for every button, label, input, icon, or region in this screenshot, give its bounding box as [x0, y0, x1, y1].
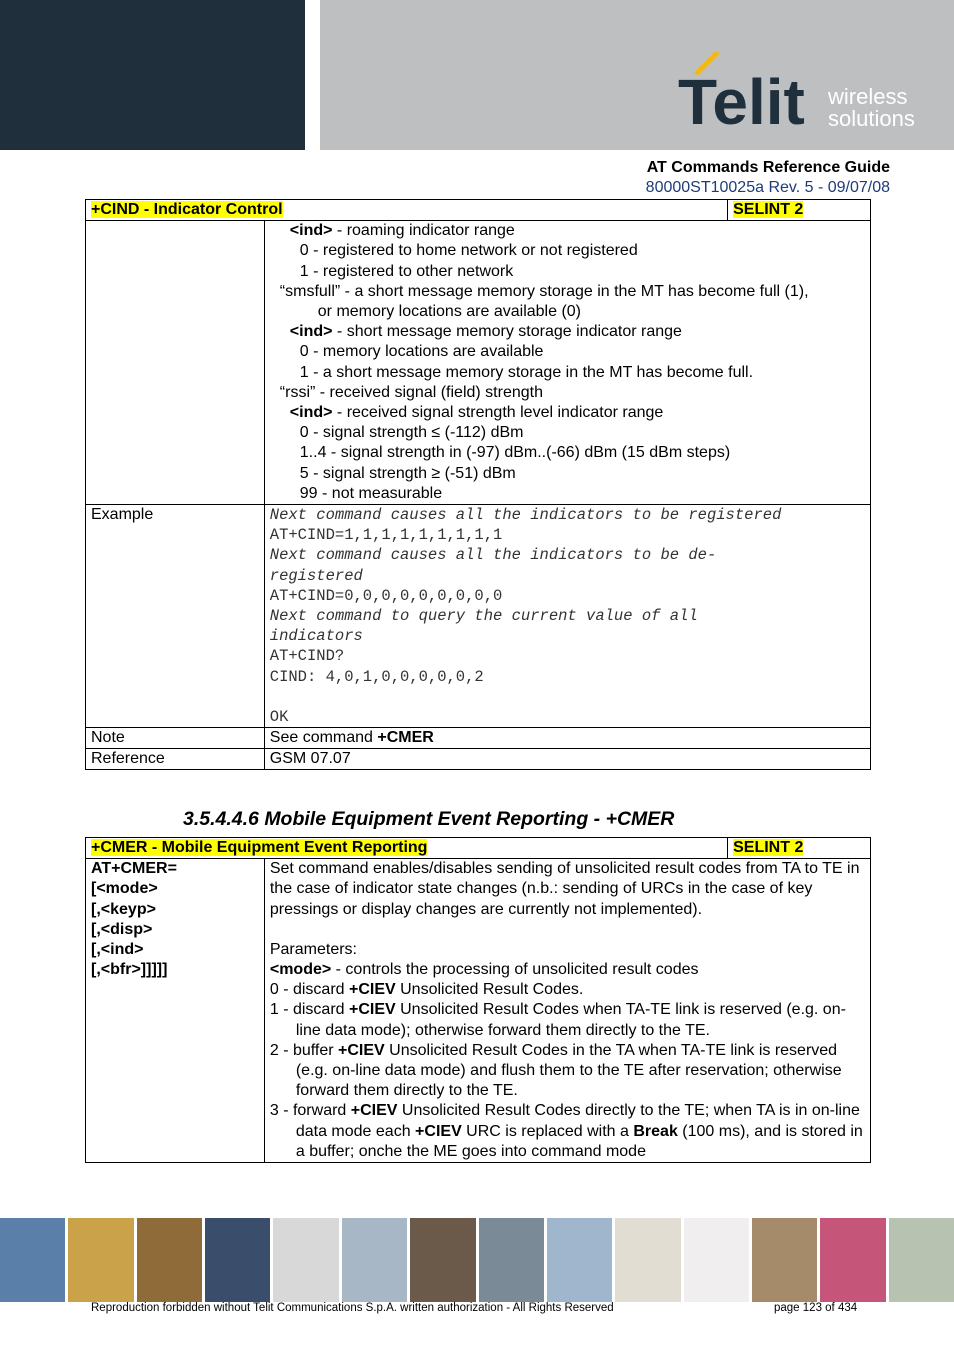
param-text: - roaming indicator range: [332, 222, 515, 240]
syntax-line: [,<keyp>: [91, 900, 156, 918]
cmer-description-cell: [264, 859, 870, 1163]
mode-tag: <mode>: [269, 961, 332, 979]
mode-value-0: 0 - discard +CIEV Unsolicited Result Codes.: [269, 981, 584, 999]
syntax-line: [,<bfr>]]]]]: [91, 961, 168, 979]
logo-tagline-1: wireless: [828, 84, 908, 109]
footer-photo: [68, 1218, 133, 1302]
syntax-line: [,<ind>: [91, 941, 144, 959]
example-comment: Next command to query the current value of all: [269, 607, 698, 626]
document-title: AT Commands Reference Guide: [646, 159, 890, 176]
example-label: Example: [86, 505, 265, 728]
cind-header-label: +CIND - Indicator Control: [91, 201, 283, 218]
example-comment: indicators: [269, 627, 363, 646]
cind-params-cell: [264, 221, 870, 505]
footer-photo: [684, 1218, 749, 1302]
footer-photo: [752, 1218, 817, 1302]
mode-value-1: 1 - discard +CIEV Unsolicited Result Codes when TA-TE link is reserved (e.g. on-line data mode); otherwise forward them directly to the TE.: [269, 1001, 846, 1039]
cmer-table: [85, 837, 871, 1163]
example-comment: Next command causes all the indicators to be registered: [269, 506, 782, 525]
cmer-description: Set command enables/disables sending of unsolicited result codes from TA to TE in the case of indicator state changes (n.b.: sending of URCs in the case of key pressings or display changes are currently not implemented).: [269, 860, 860, 918]
example-command: AT+CIND=1,1,1,1,1,1,1,1,1: [269, 526, 503, 545]
document-revision: 80000ST10025a Rev. 5 - 09/07/08: [645, 179, 890, 196]
cmer-header-row: [86, 838, 871, 859]
reference-value: GSM 07.07: [264, 749, 870, 770]
footer-photo: [479, 1218, 544, 1302]
page-number: page 123 of 434: [774, 1302, 858, 1314]
example-comment: Next command causes all the indicators to be de-: [269, 546, 717, 565]
footer-photo-strip: [0, 1218, 954, 1302]
header-dark-panel: [0, 0, 305, 150]
cmer-selint-label: SELINT 2: [733, 839, 804, 856]
param-line: <ind> - short message memory storage indicator range: [289, 323, 682, 341]
footer-copyright: Reproduction forbidden without Telit Communications S.p.A. written authorization - All Rights Reserved: [91, 1302, 614, 1314]
note-label: Note: [86, 728, 265, 749]
syntax-line: AT+CMER=: [91, 860, 177, 878]
param-line: 0 - memory locations are available: [299, 343, 544, 361]
reference-label: Reference: [86, 749, 265, 770]
example-cell: [264, 505, 870, 728]
example-response: OK: [269, 707, 289, 726]
example-command: AT+CIND=0,0,0,0,0,0,0,0,0: [269, 586, 503, 605]
telit-logo: [676, 52, 936, 132]
footer-photo: [273, 1218, 338, 1302]
footer-photo: [820, 1218, 885, 1302]
param-line: or memory locations are available (0): [317, 303, 581, 321]
param-line: 0 - signal strength ≤ (-112) dBm: [299, 424, 524, 442]
note-cell: [264, 728, 870, 749]
logo-text: Telit: [678, 66, 805, 132]
syntax-line: [,<disp>: [91, 920, 153, 938]
note-command: +CMER: [377, 729, 434, 747]
param-line: 99 - not measurable: [299, 484, 443, 502]
footer-photo: [889, 1218, 954, 1302]
param-line: <ind> - received signal strength level indicator range: [289, 404, 664, 422]
param-line: 1 - registered to other network: [299, 262, 514, 280]
footer-photo: [0, 1218, 65, 1302]
param-line: 1 - a short message memory storage in the MT has become full.: [299, 363, 754, 381]
cind-note-row: [86, 728, 871, 749]
syntax-line: [<mode>: [91, 880, 158, 898]
cind-header-row: [86, 200, 871, 221]
param-line: 0 - registered to home network or not registered: [299, 242, 638, 260]
logo-tagline-2: solutions: [828, 106, 915, 131]
note-text: See command: [269, 729, 378, 747]
cind-params-row: [86, 221, 871, 505]
param-line: “smsfull” - a short message memory storage in the MT has become full (1),: [279, 282, 809, 300]
footer-photo: [137, 1218, 202, 1302]
cmer-header-label: +CMER - Mobile Equipment Event Reporting: [91, 839, 428, 856]
param-line: 1..4 - signal strength in (-97) dBm..(-66) dBm (15 dBm steps): [299, 444, 731, 462]
example-comment: registered: [269, 566, 363, 585]
cmer-body-row: [86, 859, 871, 1163]
mode-value-3: 3 - forward +CIEV Unsolicited Result Codes directly to the TE; when TA is in on-line data mode each +CIEV URC is replaced with a Break (100 ms), and is stored in a buffer; onche the ME goes into command mode: [269, 1102, 863, 1160]
footer-photo: [205, 1218, 270, 1302]
section-heading: 3.5.4.4.6 Mobile Equipment Event Reporting - +CMER: [183, 808, 675, 830]
footer-photo: [615, 1218, 680, 1302]
cind-example-row: [86, 505, 871, 728]
cind-table: [85, 199, 871, 770]
param-line: 5 - signal strength ≥ (-51) dBm: [299, 464, 516, 482]
cmer-syntax-cell: [86, 859, 265, 1163]
param-line: <ind> - roaming indicator range: [289, 222, 515, 240]
mode-param: <mode> - controls the processing of unsolicited result codes: [269, 961, 699, 979]
cind-reference-row: [86, 749, 871, 770]
example-response: CIND: 4,0,1,0,0,0,0,0,2: [269, 667, 484, 686]
cind-selint-label: SELINT 2: [733, 201, 804, 218]
footer-photo: [547, 1218, 612, 1302]
footer-photo: [342, 1218, 407, 1302]
footer-photo: [410, 1218, 475, 1302]
parameters-label: Parameters:: [269, 940, 357, 958]
example-command: AT+CIND?: [269, 647, 345, 666]
param-line: “rssi” - received signal (field) strength: [279, 383, 543, 401]
mode-value-2: 2 - buffer +CIEV Unsolicited Result Codes in the TA when TA-TE link is reserved (e.g. on-line data mode) and flush them to the TE after reservation; otherwise forward them directly to the TE.: [269, 1041, 842, 1100]
